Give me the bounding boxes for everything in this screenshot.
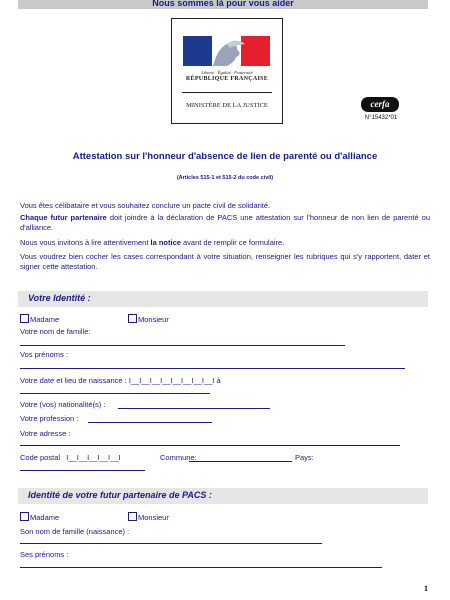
first-names-field[interactable] — [20, 368, 405, 369]
top-banner-text: Nous sommes là pour vous aider — [152, 0, 294, 8]
postal-code-boxes[interactable]: I__I__I__I__I__I — [66, 453, 121, 462]
partner-monsieur-label: Monsieur — [138, 513, 169, 522]
country-field[interactable] — [20, 470, 145, 471]
monsieur-label: Monsieur — [138, 315, 169, 324]
logo-ministry: MINISTÈRE DE LA JUSTICE — [186, 102, 268, 109]
ministry-logo — [171, 18, 283, 124]
intro-text-partner: doit joindre à la déclaration de PACS une attestation sur l'honneur de non lien de parenté ou d'alliance. — [20, 213, 430, 232]
partner-family-name-field[interactable] — [20, 543, 322, 544]
logo-republic: RÉPUBLIQUE FRANÇAISE — [185, 76, 269, 82]
birth-label-text: Votre date et lieu de naissance : — [20, 376, 127, 385]
nationality-label: Votre (vos) nationalité(s) : — [20, 400, 106, 409]
gender-row-monsieur — [128, 314, 169, 324]
section-partner-identity — [18, 488, 428, 504]
first-names-label: Vos prénoms : — [20, 350, 68, 359]
partner-gender-row — [20, 512, 59, 522]
profession-field[interactable] — [88, 422, 212, 423]
country-label: Pays: — [295, 453, 314, 462]
monsieur-checkbox[interactable] — [128, 314, 137, 323]
partner-family-name-label: Son nom de famille (naissance) : — [20, 527, 130, 536]
nationality-field[interactable] — [118, 408, 270, 409]
marianne-flag-icon — [183, 36, 270, 66]
section-your-identity — [18, 291, 428, 307]
partner-monsieur-checkbox[interactable] — [128, 512, 137, 521]
postal-label: Code postal — [20, 453, 61, 462]
section-title: Votre Identité : — [28, 293, 91, 303]
partner-madame-checkbox[interactable] — [20, 512, 29, 521]
madame-label: Madame — [30, 315, 60, 324]
commune-field[interactable] — [189, 461, 292, 462]
partner-first-names-label: Ses prénoms : — [20, 550, 69, 559]
profession-label: Votre profession : — [20, 414, 79, 423]
intro-paragraph-1: Vous êtes célibataire et vous souhaitez conclure un pacte civil de solidarité. — [20, 201, 271, 210]
birth-place-prefix: à — [216, 376, 221, 385]
cerfa-logo: cerfa — [361, 97, 399, 112]
family-name-field[interactable] — [20, 345, 345, 346]
birth-date-boxes[interactable]: I__I__I__I__I__I__I__I__I — [128, 376, 215, 385]
intro-bold-partner: Chaque futur partenaire — [20, 213, 107, 222]
intro-paragraph-2 — [20, 213, 430, 233]
partner-first-names-field[interactable] — [20, 567, 382, 568]
document-title: Attestation sur l'honneur d'absence de lien de parenté ou d'alliance — [72, 151, 378, 162]
madame-checkbox[interactable] — [20, 314, 29, 323]
cerfa-number: N°15432*01 — [364, 115, 398, 121]
birth-label — [20, 376, 221, 385]
page-number: 1 — [424, 584, 428, 593]
intro-paragraph-3 — [20, 238, 430, 248]
logo-motto: Liberté · Égalité · Fraternité — [201, 70, 253, 75]
intro-text-read: Nous vous invitons à lire attentivement — [20, 238, 151, 247]
address-field[interactable] — [20, 445, 400, 446]
birth-place-field[interactable] — [20, 393, 210, 394]
gender-row — [20, 314, 59, 324]
intro-paragraph-4: Vous voudrez bien cocher les cases correspondant à votre situation, renseigner les rubriques qui s'y rapportent, dater et signer cette attestation. — [20, 252, 430, 271]
address-label: Votre adresse : — [20, 429, 71, 438]
intro-text-before: avant de remplir ce formulaire. — [180, 238, 285, 247]
commune-label: Commune: — [160, 453, 197, 462]
postal-row — [20, 453, 121, 462]
partner-madame-label: Madame — [30, 513, 60, 522]
logo-divider — [182, 92, 272, 93]
intro-bold-notice: la notice — [150, 238, 181, 247]
partner-gender-row-monsieur — [128, 512, 169, 522]
document-subtitle: (Articles 515-1 et 515-2 du code civil) — [176, 175, 274, 181]
section-title-partner: Identité de votre futur partenaire de PACS : — [28, 490, 212, 500]
family-name-label: Votre nom de famille: — [20, 327, 91, 336]
